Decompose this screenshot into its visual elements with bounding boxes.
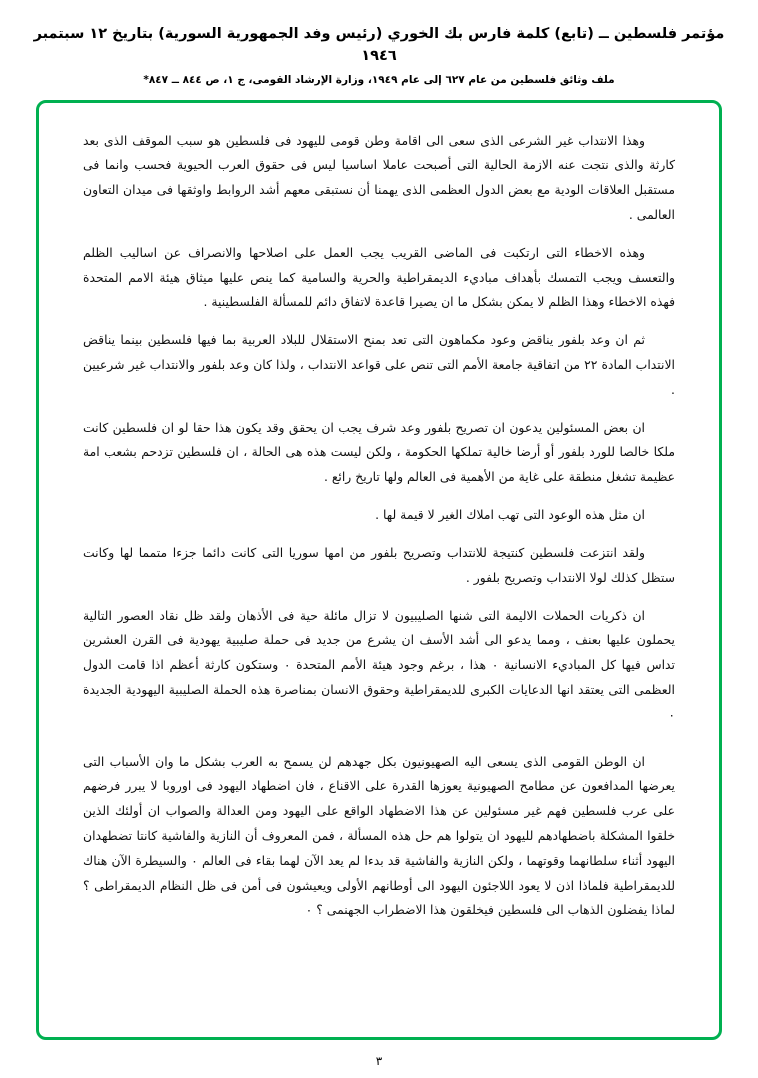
page-title: مؤتمر فلسطين ــ (تابع) كلمة فارس بك الخوري (رئيس وفد الجمهورية السورية) بتاريخ ١٢ سبتمبر ١٩٤٦ bbox=[33, 26, 725, 64]
content-frame bbox=[36, 100, 722, 1041]
document-header bbox=[28, 24, 730, 86]
document-body bbox=[83, 129, 675, 924]
paragraph: ان ذكريات الحملات الاليمة التى شنها الصليبيون لا تزال مائلة حية فى الأذهان ولقد ظل نقاد العصور التالية يحملون عليها بعنف ، ومما يدعو الى أشد الأسف ان يشرع من جديد فى حملة صليبية يهودية فى القرن العشرين تداس فيها كل المباديء الانسانية ٠ هذا ، برغم وجود هيئة الأمم المتحدة ٠ وستكون كارثة أعظم اذا قامت الدول العظمى التى يعتقد انها الدعايات الكبرى للديمقراطية وحقوق الانسان بمناصرة هذه الحملة الصليبية اليهودية الجديدة ٠ bbox=[83, 607, 675, 722]
page-number: ٣ bbox=[375, 1054, 383, 1068]
paragraph: وهذا الانتداب غير الشرعى الذى سعى الى اقامة وطن قومى لليهود فى فلسطين هو سبب الموقف الذى بعد كارثة والذى نتجت عنه الازمة الحالية التى أصبحت عاملا اساسيا ليس فى حقوق العرب الحيوية فحسب وانما فى مستقبل العلاقات الودية مع بعض الدول العظمى الذى يهمنا أن نستبقى معهم أشد الروابط واوثقها فى ميدان التعاون العالمى . bbox=[83, 132, 675, 222]
paragraph: ثم ان وعد بلفور يناقض وعود مكماهون التى تعد بمنح الاستقلال للبلاد العربية بما فيها فلسطين بينما يناقض الانتداب المادة ٢٢ من اتفاقية جامعة الأمم التى تنص على قواعد الانتداب ، ولذا كان وعد بلفور والانتداب غير شرعيين . bbox=[83, 332, 675, 397]
paragraph: ان مثل هذه الوعود التى تهب املاك الغير لا قيمة لها . bbox=[375, 507, 645, 523]
paragraph: ان الوطن القومى الذى يسعى اليه الصهيونيون بكل جهدهم لن يسمح به العرب بشكل ما وان الأسباب التى يعرضها المدافعون عن مطامح الصهيونية يعوزها القدرة على الاقناع ، فان اضطهاد اليهود فى اوروبا لا يبرر فرضهم على عرب فلسطين فهم غير مسئولين عن هذا الاضطهاد الواقع على اليهود ومن العدالة والصواب ان أولئك الذين خلقوا المشكلة باضطهادهم لليهود ان يتولوا هم حل هذه المسألة ، فمن المعروف أن النازية والفاشية كانتا تضطهدان اليهود أثناء سلطانهما وقوتهما ، ولكن النازية والفاشية قد بدءا لم يعد الآن لهما بقاء فى العالم ٠ والسيطرة الآن هناك للديمقراطية فلماذا اذن لا يعود اللاجئون اليهود الى أوطانهم الأولى ويعيشون فى أمن فى ظل النظام الديمقراطى ؟ لماذا يفضلون الذهاب الى فلسطين فيخلقون هذا الاضطراب الجهنمى ؟ ٠ bbox=[83, 753, 676, 918]
paragraph: وهذه الاخطاء التى ارتكبت فى الماضى القريب يجب العمل على اصلاحها والانصراف عن اساليب الظلم والتعسف ويجب التمسك بأهداف مباديء الديمقراطية والحرية والسامية كما ينص عليها ميثاق هيئة الامم المتحدة فهذه الاخطاء وهذا الظلم لا يمكن بشكل ما ان يصيرا قاعدة لاتفاق دائم للمسألة الفلسطينية . bbox=[83, 244, 675, 310]
document-source-citation: ملف وثائق فلسطين من عام ٦٢٧ إلى عام ١٩٤٩، وزارة الإرشاد القومى، ج ١، ص ٨٤٤ ــ ٨٤٧* bbox=[143, 73, 615, 86]
paragraph: ولقد انتزعت فلسطين كنتيجة للانتداب وتصريح بلفور من امها سوريا التى كانت دائما جزءا متمما لها وكانت ستظل كذلك لولا الانتداب وتصريح بلفور . bbox=[83, 544, 675, 585]
paragraph: ان بعض المسئولين يدعون ان تصريح بلفور وعد شرف يجب ان يحقق وقد يكون هذا حقا لو ان فلسطين كانت ملكا خالصا للورد بلفور أو أرضا خالية تملكها الحكومة ، ولكن ليست هذه هى الحالة ، ان فلسطين تزدحم بشعب امة عظيمة تشغل منطقة على غاية من الأهمية فى العالم ولها تاريخ رائع . bbox=[83, 419, 675, 485]
